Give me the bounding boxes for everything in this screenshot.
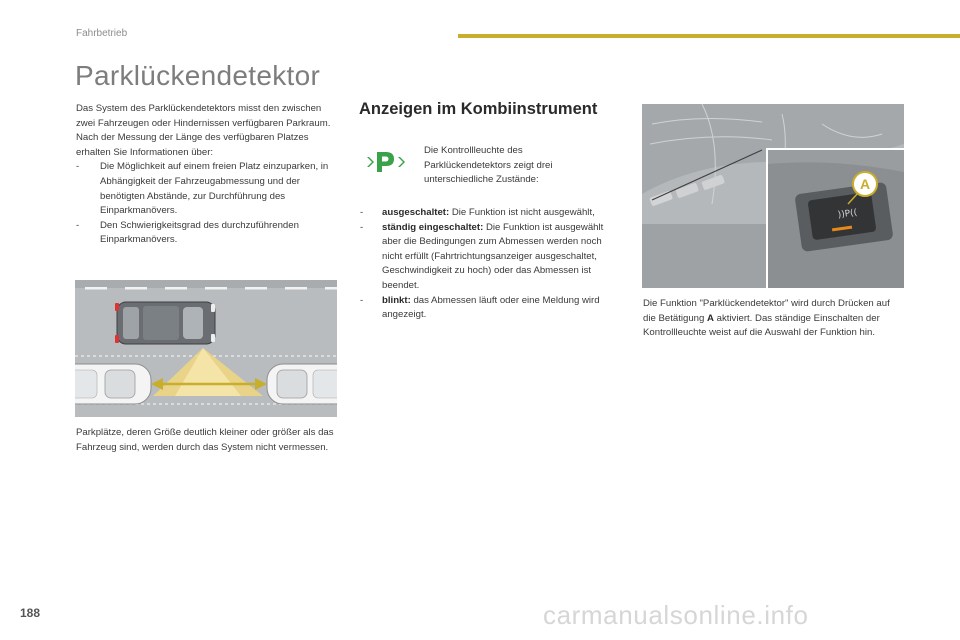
dashboard-button-illustration bbox=[642, 104, 904, 288]
intro-list-item bbox=[76, 219, 338, 248]
lamp-description: Die Kontrollleuchte des Parklückendetektors zeigt drei unterschiedliche Zustände: bbox=[424, 145, 553, 186]
lamp-state-item bbox=[360, 206, 622, 221]
watermark-text: carmanualsonline.info bbox=[543, 600, 809, 630]
lamp-state-desc: das Abmessen läuft oder eine Meldung wird angezeigt. bbox=[382, 294, 600, 321]
intro-list-item bbox=[76, 160, 338, 218]
page-number: 188 bbox=[20, 606, 41, 620]
intro-list-item-text: Die Möglichkeit auf einem freien Platz einzuparken, in Abhängigkeit der Fahrzeugabmessung und der benötigten Abstände, zur Durchführung des Einparkmanövers. bbox=[100, 161, 329, 217]
intro-text-block bbox=[76, 102, 338, 248]
dashboard-text-before: Die Funktion "Parklückendetektor" wird durch Drücken auf die Betätigung bbox=[643, 298, 890, 324]
lamp-state-item bbox=[360, 294, 622, 323]
svg-text:))P((: ))P(( bbox=[837, 207, 858, 221]
parking-space-illustration bbox=[75, 280, 337, 417]
list-dash: - bbox=[76, 219, 80, 231]
lamp-state-item bbox=[360, 221, 622, 294]
list-dash: - bbox=[360, 221, 364, 233]
parking-figure-caption: Parkplätze, deren Größe deutlich kleiner oder größer als das Fahrzeug sind, werden durch das System nicht vermessen. bbox=[76, 427, 334, 453]
instrument-section-heading: Anzeigen im Kombiinstrument bbox=[359, 100, 598, 118]
dashboard-description bbox=[643, 297, 905, 341]
intro-list bbox=[76, 160, 338, 248]
list-dash: - bbox=[76, 161, 80, 173]
page-title: Parklückendetektor bbox=[75, 60, 321, 91]
lamp-state-term: ausgeschaltet: bbox=[382, 207, 450, 218]
callout-a-label: A bbox=[859, 176, 871, 192]
lamp-state-desc: Die Funktion ist nicht ausgewählt, bbox=[451, 207, 595, 218]
list-dash: - bbox=[360, 294, 364, 306]
lamp-state-desc: Die Funktion ist ausgewählt aber die Bedingungen zum Abmessen werden noch nicht erfüllt (Fahrtrichtungsanzeiger ausgeschaltet, Geschwindigkeit zu hoch) oder das Abmessen ist beendet. bbox=[382, 221, 604, 291]
section-label: Fahrbetrieb bbox=[76, 28, 128, 39]
lamp-state-term: ständig eingeschaltet: bbox=[382, 221, 484, 233]
dashboard-text-after: aktiviert. Das ständige Einschalten der Kontrollleuchte weist auf die Auswahl der Funktion hin. bbox=[643, 312, 880, 339]
park-assist-lamp-icon bbox=[366, 150, 406, 174]
header-accent-rule bbox=[458, 34, 960, 38]
lamp-state-term: blinkt: bbox=[382, 294, 411, 306]
lamp-states-list bbox=[360, 206, 622, 323]
intro-list-item-text: Den Schwierigkeitsgrad des durchzuführenden Einparkmanövers. bbox=[100, 219, 299, 246]
button-reference: A bbox=[707, 312, 714, 324]
list-dash: - bbox=[360, 207, 364, 218]
intro-paragraph: Das System des Parklückendetektors misst den zwischen zwei Fahrzeugen oder Hindernissen verfügbaren Parkraum. Nach der Messung der Länge des verfügbaren Platzes erhalten Sie Informationen über: bbox=[76, 103, 331, 158]
